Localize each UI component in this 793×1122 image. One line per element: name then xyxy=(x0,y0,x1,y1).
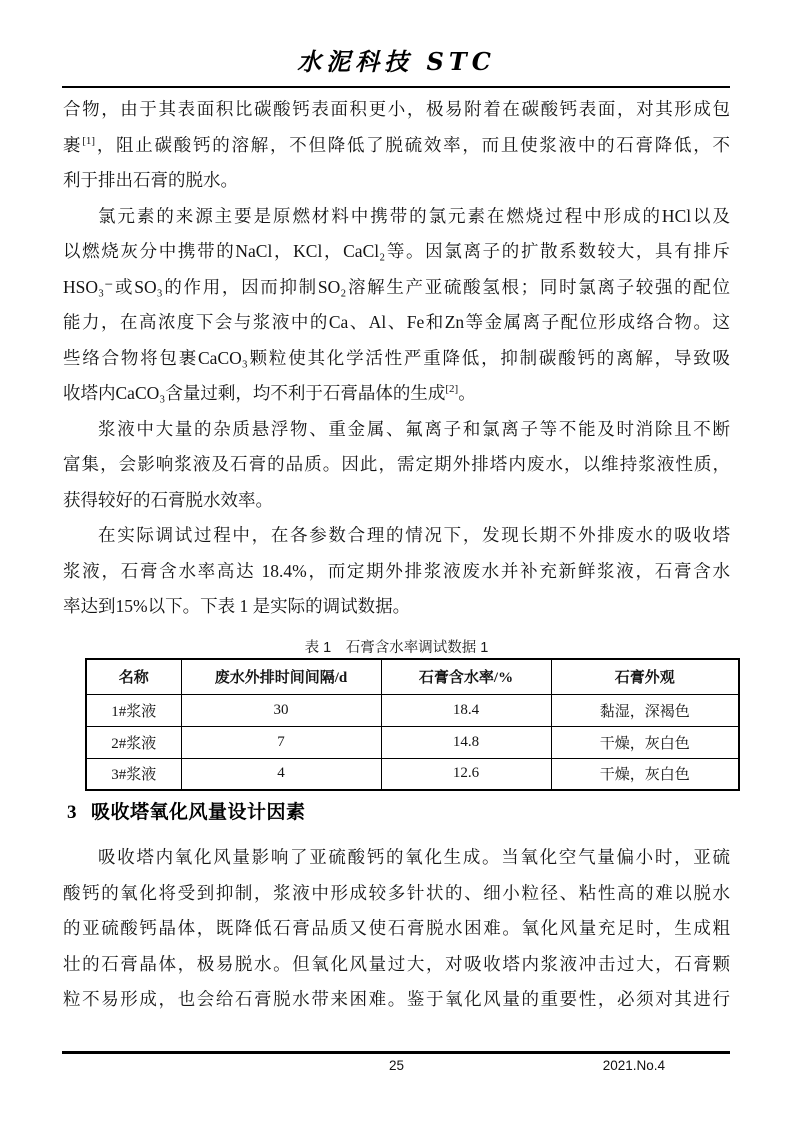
body-line: 富集，会影响浆液及石膏的品质。因此，需定期外排塔内废水，以维持浆液性质， xyxy=(63,454,730,474)
body-line: 在实际调试过程中，在各参数合理的情况下，发现长期不外排废水的吸收塔 xyxy=(98,525,730,545)
table-cell: 1#浆液 xyxy=(86,694,181,726)
body-line: 浆液中大量的杂质悬浮物、重金属、氟离子和氯离子等不能及时消除且不断 xyxy=(98,418,730,439)
footer-rule xyxy=(62,1051,730,1054)
table-cell: 干燥，灰白色 xyxy=(551,726,739,758)
table-header xyxy=(86,659,739,694)
body-line: 吸收塔内氧化风量影响了亚硫酸钙的氧化生成。当氧化空气量偏小时，亚硫 xyxy=(98,847,730,867)
table-cell: 18.4 xyxy=(381,694,551,726)
table-row xyxy=(86,694,739,726)
body-line: 的亚硫酸钙晶体，既降低石膏品质又使石膏脱水困难。氧化风量充足时，生成粗 xyxy=(63,918,730,938)
table-cell: 2#浆液 xyxy=(86,726,181,758)
section-heading xyxy=(67,797,306,824)
body-text-top xyxy=(63,92,730,625)
table-body xyxy=(86,694,739,790)
table-row xyxy=(86,726,739,758)
body-line: 能力，在高浓度下会与浆液中的Ca、Al、Fe和Zn等金属离子配位形成络合物。这 xyxy=(63,312,730,332)
body-line: 收塔内CaCO₃含量过剩，均不利于石膏晶体的生成[2]。 xyxy=(63,383,476,403)
table-cell: 4 xyxy=(181,758,381,790)
body-line: 浆液，石膏含水率高达 18.4%，而定期外排浆液废水并补充新鲜浆液，石膏含水 xyxy=(63,560,730,581)
table-cell: 30 xyxy=(181,694,381,726)
table-header-row xyxy=(86,659,739,694)
body-line: 合物，由于其表面积比碳酸钙表面积更小，极易附着在碳酸钙表面，对其形成包 xyxy=(63,99,730,119)
body-line: HSO₃⁻或SO₃的作用，因而抑制SO₂溶解生产亚硫酸氢根；同时氯离子较强的配位 xyxy=(63,276,730,297)
moisture-data-table xyxy=(85,658,740,791)
body-line: 获得较好的石膏脱水效率。 xyxy=(63,489,273,510)
body-line: 酸钙的氧化将受到抑制，浆液中形成较多针状的、细小粒径、粘性高的难以脱水 xyxy=(63,882,730,903)
body-line: 壮的石膏晶体，极易脱水。但氧化风量过大，对吸收塔内浆液冲击过大，石膏颗 xyxy=(63,953,730,974)
table-cell: 3#浆液 xyxy=(86,758,181,790)
header-rule xyxy=(62,86,730,88)
body-line: 粒不易形成，也会给石膏脱水带来困难。鉴于氧化风量的重要性，必须对其进行 xyxy=(63,989,730,1009)
table-column-header: 石膏外观 xyxy=(551,659,739,694)
section-number: 3 xyxy=(67,802,77,823)
journal-title: 水泥科技 STC xyxy=(297,47,496,76)
table-cell: 干燥，灰白色 xyxy=(551,758,739,790)
table-row xyxy=(86,758,739,790)
table-column-header: 废水外排时间间隔/d xyxy=(181,659,381,694)
table-cell: 14.8 xyxy=(381,726,551,758)
table-column-header: 名称 xyxy=(86,659,181,694)
body-line: 裹[1]，阻止碳酸钙的溶解，不但降低了脱硫效率，而且使浆液中的石膏降低，不 xyxy=(63,134,731,155)
table-column-header: 石膏含水率/% xyxy=(381,659,551,694)
table-cell: 7 xyxy=(181,726,381,758)
issue-label: 2021.No.4 xyxy=(602,1058,665,1073)
table-caption: 表 1 石膏含水率调试数据 1 xyxy=(304,640,489,656)
body-line: 利于排出石膏的脱水。 xyxy=(63,170,238,190)
body-line: 以燃烧灰分中携带的NaCl，KCl，CaCl₂等。因氯离子的扩散系数较大，具有排斥 xyxy=(63,241,730,261)
section-title: 吸收塔氧化风量设计因素 xyxy=(91,802,306,823)
page-number: 25 xyxy=(388,1058,405,1073)
table-cell: 黏湿，深褐色 xyxy=(551,694,739,726)
body-line: 些络合物将包裹CaCO₃颗粒使其化学活性严重降低，抑制碳酸钙的离解，导致吸 xyxy=(63,347,730,368)
table-cell: 12.6 xyxy=(381,758,551,790)
body-text-bottom xyxy=(63,840,730,1018)
body-line: 率达到15%以下。下表 1 是实际的调试数据。 xyxy=(63,596,411,616)
body-line: 氯元素的来源主要是原燃材料中携带的氯元素在燃烧过程中形成的HCl以及 xyxy=(98,205,730,226)
